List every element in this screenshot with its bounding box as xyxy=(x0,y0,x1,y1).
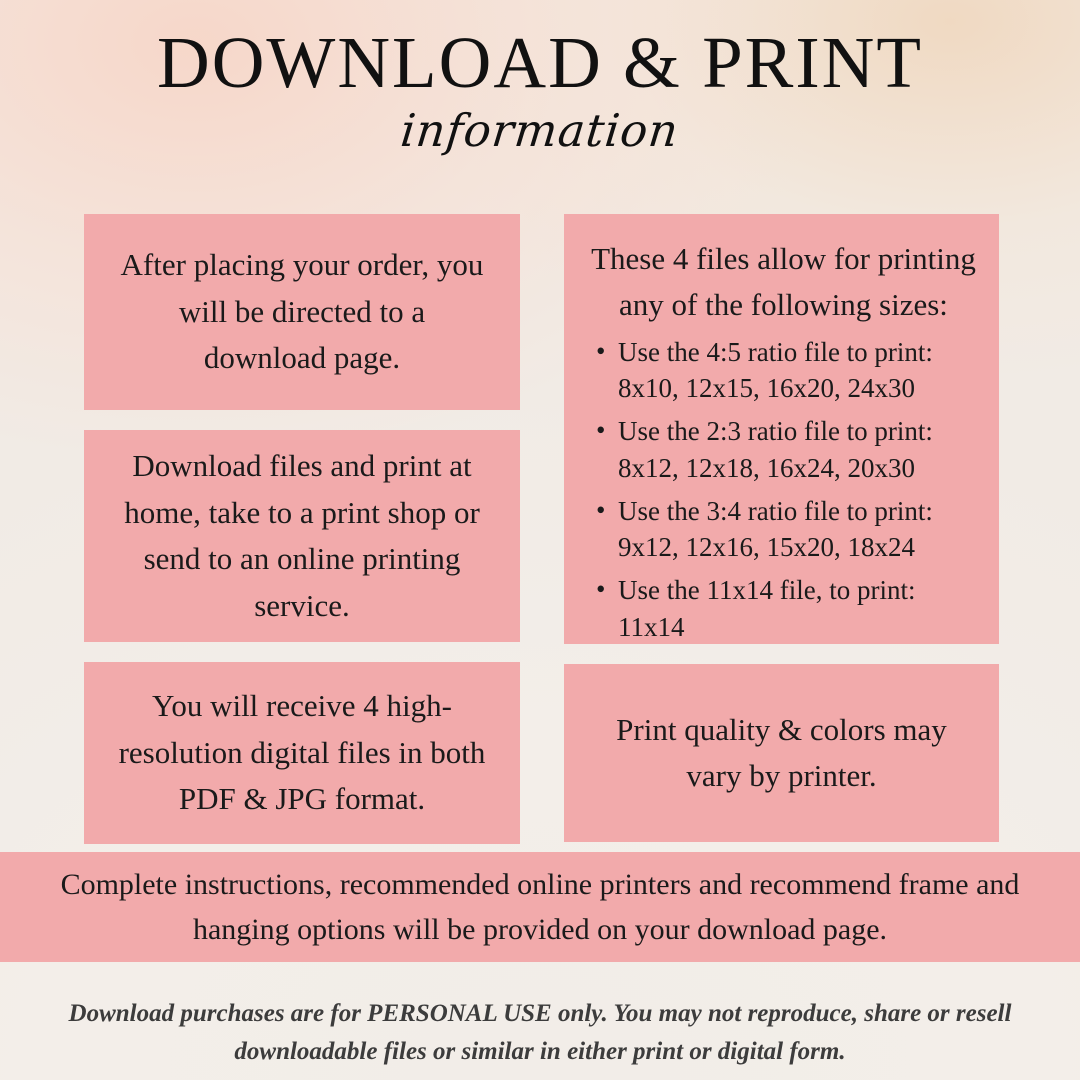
ratio-sizes: 8x12, 12x18, 16x24, 20x30 xyxy=(618,452,915,483)
ratio-sizes: 8x10, 12x15, 16x20, 24x30 xyxy=(618,373,915,404)
page-subtitle: information xyxy=(398,104,682,158)
left-column xyxy=(84,214,520,844)
card-gap xyxy=(564,644,999,664)
footer xyxy=(0,995,1080,1071)
ratio-label: Use the 2:3 ratio file to print: xyxy=(618,416,933,447)
instructions-banner xyxy=(0,852,1080,962)
footer-disclaimer: Download purchases are for PERSONAL USE only. You may not reproduce, share or resell downloadable files or similar in either print or digital form. xyxy=(68,1000,1012,1065)
card-print-options xyxy=(84,430,520,642)
ratio-label: Use the 4:5 ratio file to print: xyxy=(618,336,933,367)
card-gap xyxy=(84,410,520,430)
list-item xyxy=(616,493,981,566)
print-sizes-lead: These 4 files allow for printing any of the following sizes: xyxy=(591,241,976,322)
right-column xyxy=(564,214,999,844)
list-item xyxy=(616,572,981,645)
card-gap xyxy=(84,642,520,662)
card-text: Print quality & colors may vary by printer. xyxy=(616,712,947,793)
card-print-sizes xyxy=(564,214,999,644)
print-sizes-list xyxy=(586,334,981,652)
header xyxy=(0,0,1080,157)
card-print-quality xyxy=(564,664,999,842)
instructions-banner-text: Complete instructions, recommended online printers and recommend frame and hanging options will be provided on your download page. xyxy=(60,868,1020,946)
ratio-label: Use the 3:4 ratio file to print: xyxy=(618,495,933,526)
card-order-download-page xyxy=(84,214,520,410)
card-text: You will receive 4 high-resolution digital files in both PDF & JPG format. xyxy=(118,688,486,817)
list-item xyxy=(616,334,981,407)
list-item xyxy=(616,413,981,486)
ratio-label: Use the 11x14 file, to print: 11x14 xyxy=(618,575,916,642)
ratio-sizes: 9x12, 12x16, 15x20, 18x24 xyxy=(618,532,915,563)
info-card-grid xyxy=(84,214,999,844)
card-text: Download files and print at home, take to a print shop or send to an online printing service. xyxy=(124,448,480,623)
page-title: DOWNLOAD & PRINT xyxy=(157,22,923,103)
card-file-formats xyxy=(84,662,520,844)
card-text: After placing your order, you will be directed to a download page. xyxy=(120,247,484,376)
